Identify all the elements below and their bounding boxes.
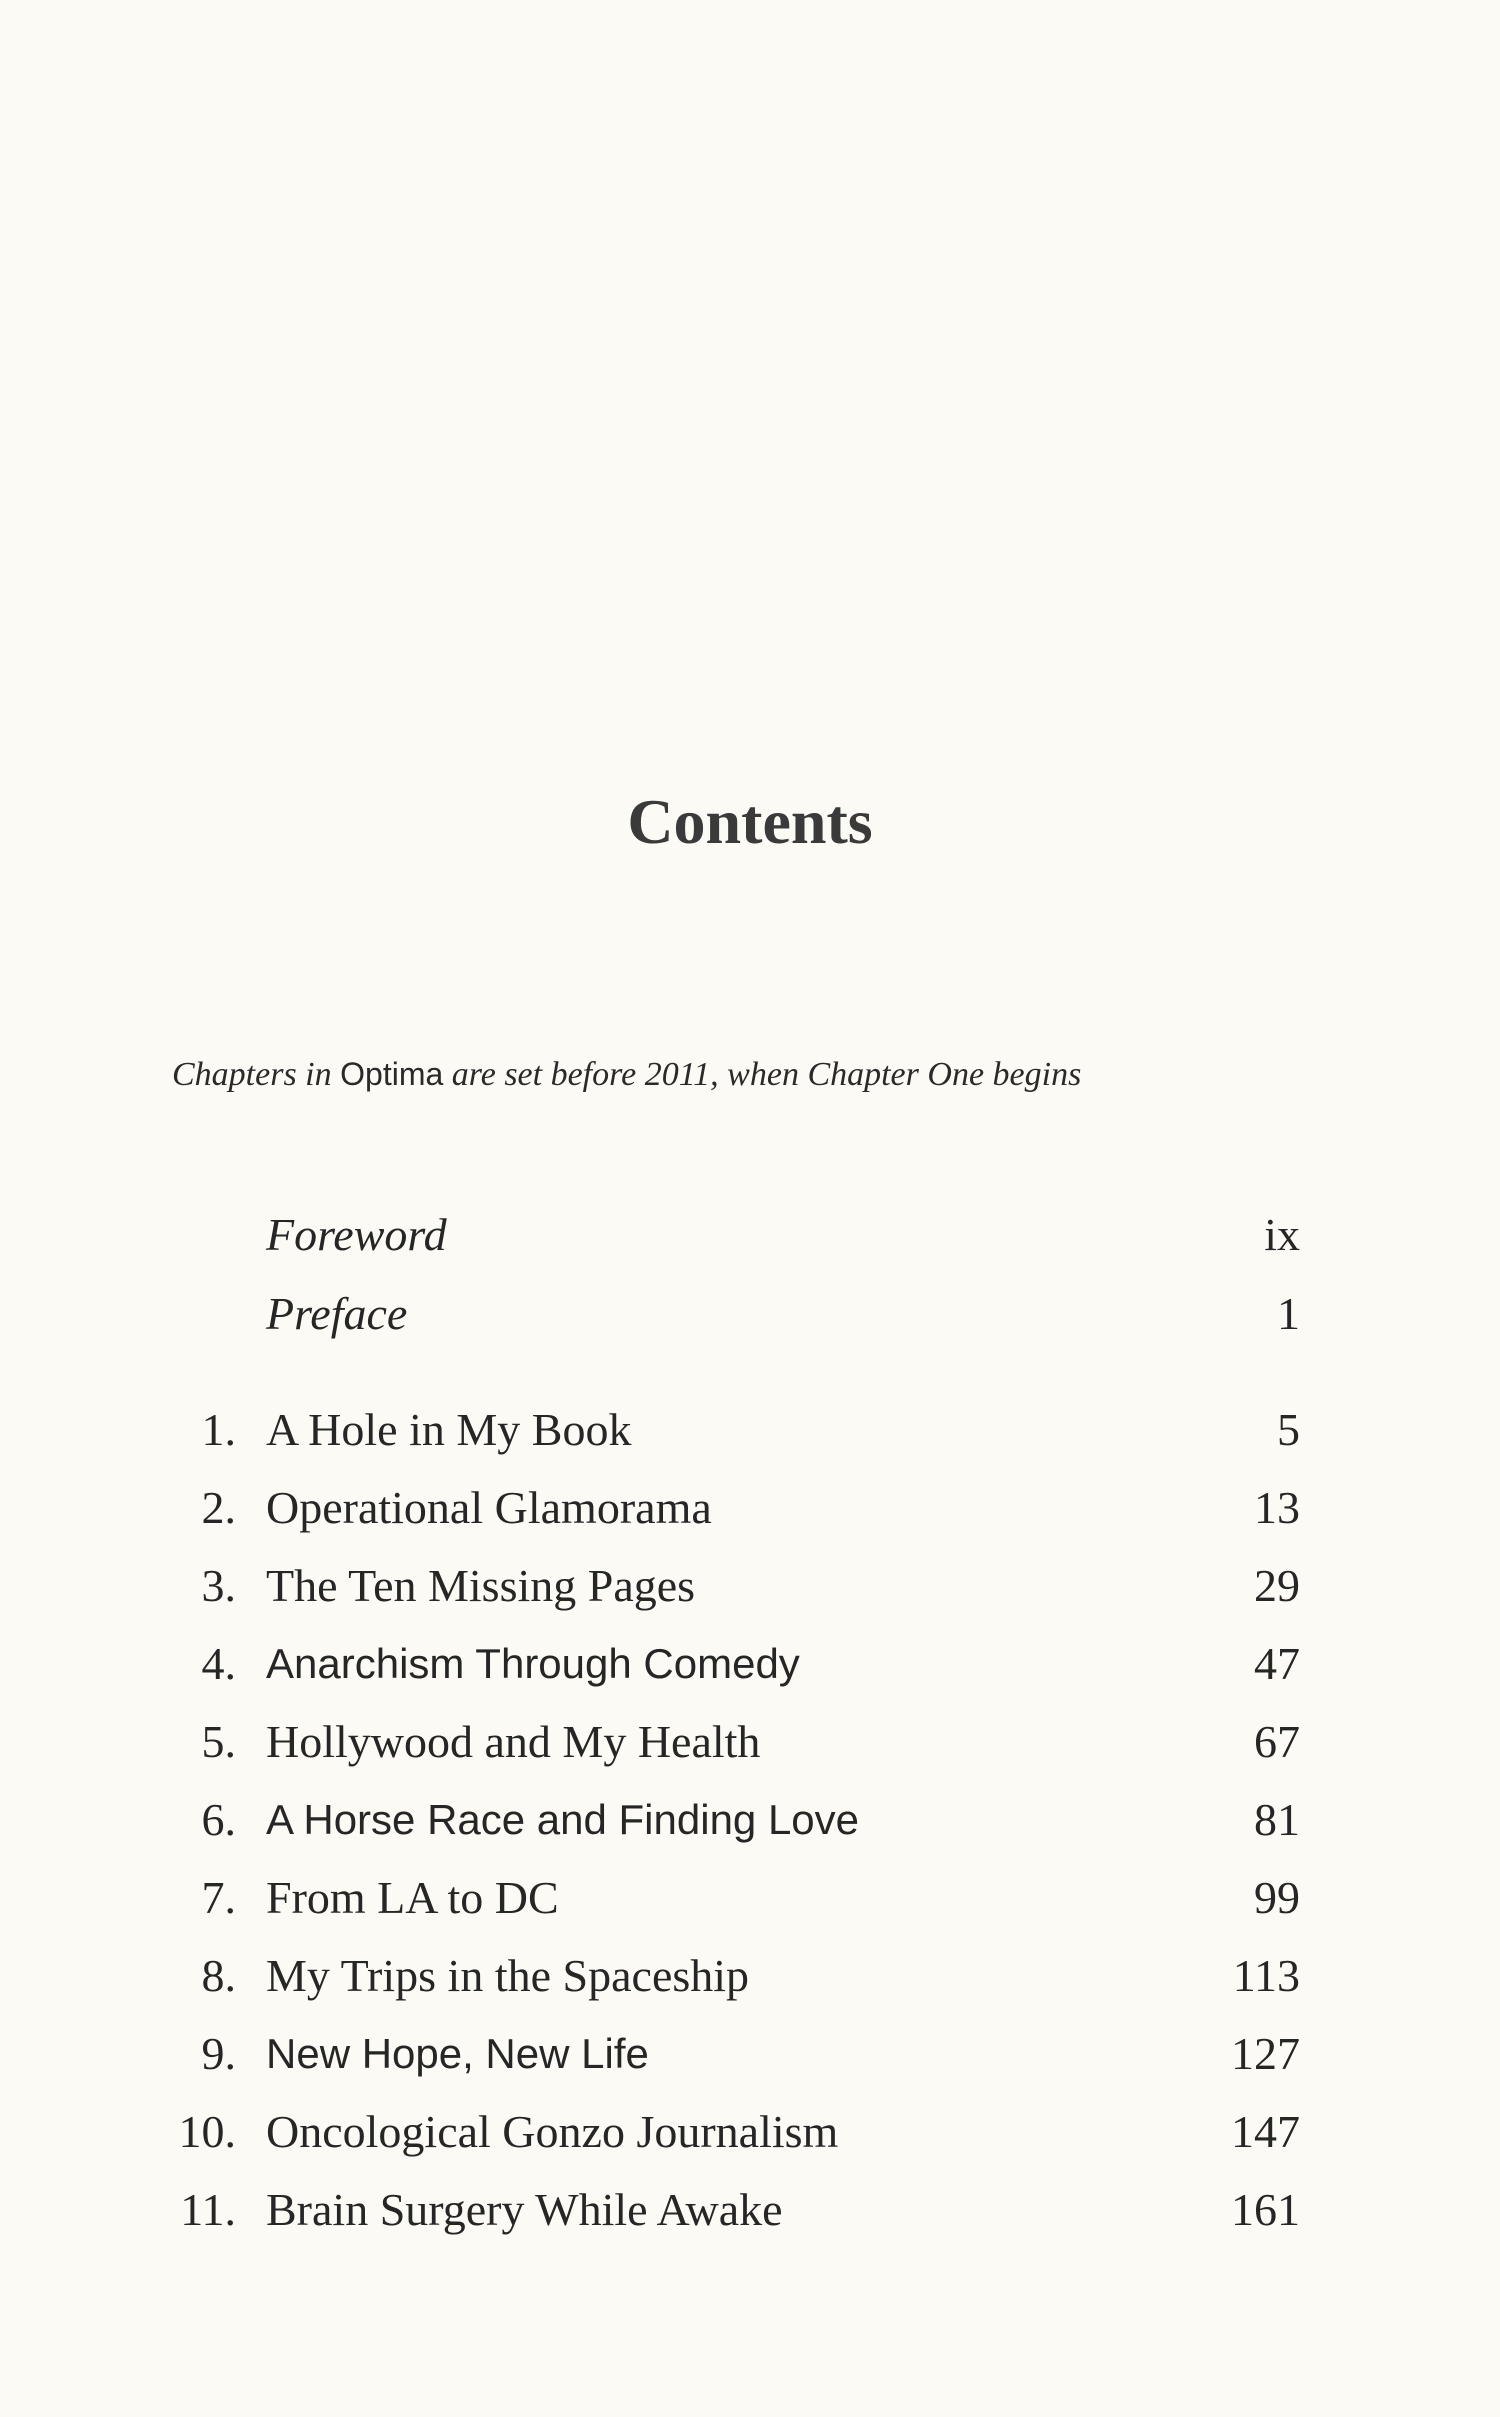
- toc-entry-page: 67: [1254, 1716, 1300, 1767]
- toc-entry-number: 10.: [178, 2106, 236, 2157]
- toc-entry-page: 81: [1254, 1794, 1300, 1845]
- toc-entry-label: Operational Glamorama: [266, 1482, 712, 1533]
- toc-entry-number: 6.: [201, 1794, 236, 1845]
- toc-entry-chapter-9[interactable]: [0, 2024, 1500, 2084]
- toc-entry-chapter-2[interactable]: [0, 1478, 1500, 1538]
- toc-entry-chapter-3[interactable]: [0, 1556, 1500, 1616]
- toc-entry-label: Anarchism Through Comedy: [266, 1640, 800, 1687]
- toc-entry-number: 1.: [201, 1404, 236, 1455]
- toc-entry-label: My Trips in the Spaceship: [266, 1950, 750, 2001]
- toc-entry-label: A Horse Race and Finding Love: [266, 1796, 860, 1843]
- toc-entry-label: Preface: [266, 1288, 408, 1339]
- page-title: Contents: [627, 786, 873, 857]
- toc-entry-label: The Ten Missing Pages: [266, 1560, 696, 1611]
- toc-entry-label: New Hope, New Life: [266, 2030, 649, 2077]
- toc-entry-number: 2.: [201, 1482, 236, 1533]
- toc-entry-label: A Hole in My Book: [266, 1404, 632, 1455]
- toc-entry-number: 3.: [201, 1560, 236, 1611]
- toc-entry-foreword[interactable]: [0, 1205, 1500, 1265]
- toc-entry-chapter-10[interactable]: [0, 2102, 1500, 2162]
- toc-entry-label: Brain Surgery While Awake: [266, 2184, 783, 2235]
- toc-entry-chapter-7[interactable]: [0, 1868, 1500, 1928]
- toc-entry-chapter-1[interactable]: [0, 1400, 1500, 1460]
- toc-entry-page: 147: [1231, 2106, 1300, 2157]
- toc-entry-number: 9.: [201, 2028, 236, 2079]
- note-typeface-name: Optima: [340, 1056, 444, 1092]
- toc-entry-page: 5: [1277, 1404, 1300, 1455]
- note-text-1: Chapters in: [172, 1056, 332, 1093]
- toc-entry-page: 1: [1277, 1288, 1300, 1339]
- toc-entry-chapter-4[interactable]: [0, 1634, 1500, 1694]
- toc-entry-page: 13: [1254, 1482, 1300, 1533]
- toc-entry-number: 11.: [180, 2184, 236, 2235]
- toc-entry-page: 113: [1232, 1950, 1300, 2001]
- toc-entry-preface[interactable]: [0, 1284, 1500, 1344]
- toc-entry-page: 29: [1254, 1560, 1300, 1611]
- note-text-2: are set before 2011, when Chapter One begins: [451, 1056, 1082, 1093]
- toc-entry-label: Hollywood and My Health: [266, 1716, 761, 1767]
- toc-entry-page: 47: [1254, 1638, 1300, 1689]
- toc-entry-number: 7.: [201, 1872, 236, 1923]
- toc-entry-label: From LA to DC: [266, 1872, 559, 1923]
- toc-entry-number: 5.: [201, 1716, 236, 1767]
- toc-entry-label: Foreword: [266, 1209, 447, 1260]
- toc-entry-chapter-5[interactable]: [0, 1712, 1500, 1772]
- toc-entry-page: 161: [1231, 2184, 1300, 2235]
- toc-entry-number: 4.: [201, 1638, 236, 1689]
- toc-entry-page: 99: [1254, 1872, 1300, 1923]
- toc-entry-chapter-6[interactable]: [0, 1790, 1500, 1850]
- toc-entry-page: ix: [1264, 1209, 1300, 1260]
- toc-entry-number: 8.: [201, 1950, 236, 2001]
- toc-entry-page: 127: [1231, 2028, 1300, 2079]
- toc-entry-chapter-11[interactable]: [0, 2180, 1500, 2240]
- toc-entry-label: Oncological Gonzo Journalism: [266, 2106, 839, 2157]
- contents-note: [172, 1055, 1081, 1096]
- toc-entry-chapter-8[interactable]: [0, 1946, 1500, 2006]
